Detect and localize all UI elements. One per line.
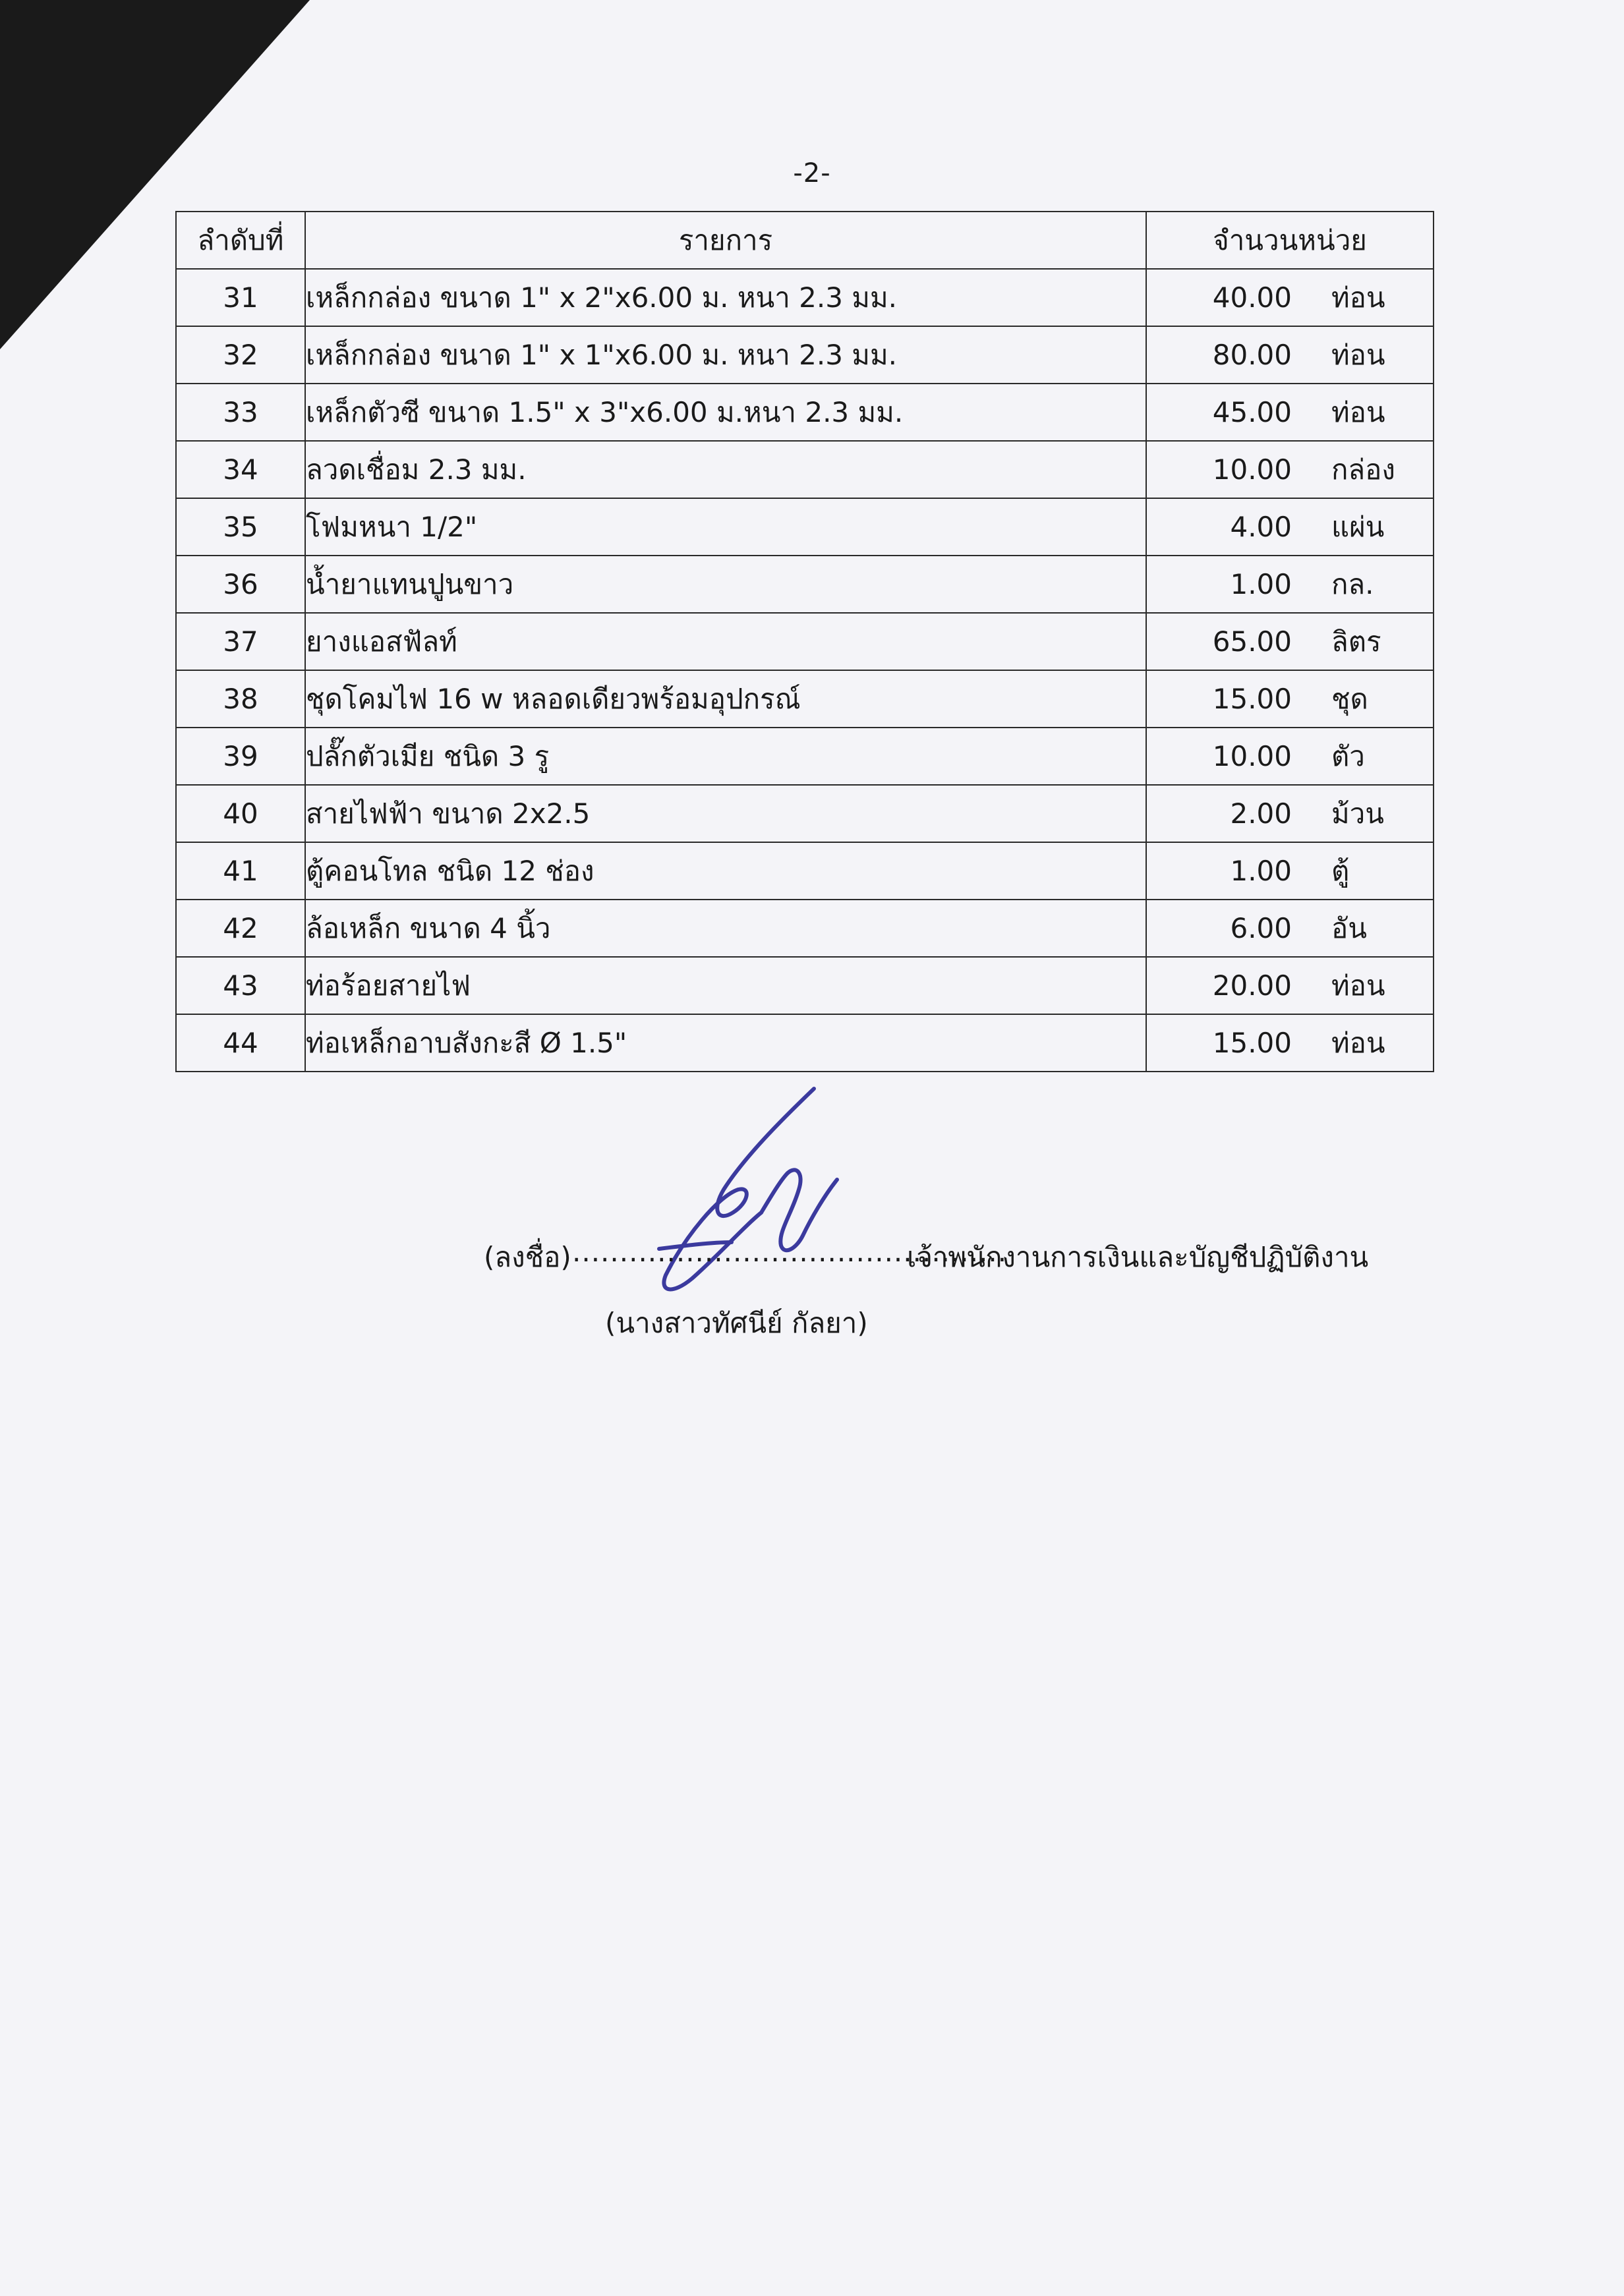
row-qty: 40.00 — [1212, 281, 1292, 314]
row-qty-cell — [1146, 957, 1434, 1014]
signer-position: เจ้าพนักงานการเงินและบัญชีปฏิบัติงาน — [907, 1241, 1369, 1273]
row-no: 44 — [176, 1014, 305, 1072]
row-unit: ชุด — [1331, 682, 1368, 715]
row-qty-cell — [1146, 556, 1434, 613]
row-item: ปลั๊กตัวเมีย ชนิด 3 รู — [305, 728, 1146, 785]
row-unit: แผ่น — [1331, 510, 1385, 543]
row-no: 37 — [176, 613, 305, 670]
row-no: 38 — [176, 670, 305, 728]
row-item: ตู้คอนโทล ชนิด 12 ช่อง — [305, 842, 1146, 900]
row-item: น้ำยาแทนปูนขาว — [305, 556, 1146, 613]
row-no: 34 — [176, 441, 305, 498]
header-item: รายการ — [305, 212, 1146, 269]
row-qty: 15.00 — [1212, 683, 1292, 715]
row-no: 36 — [176, 556, 305, 613]
table-row — [176, 613, 1434, 670]
table-row — [176, 1014, 1434, 1072]
table-row — [176, 326, 1434, 384]
row-no: 40 — [176, 785, 305, 842]
row-item: ชุดโคมไฟ 16 w หลอดเดียวพร้อมอุปกรณ์ — [305, 670, 1146, 728]
row-unit: ตู้ — [1331, 854, 1350, 887]
row-qty-cell — [1146, 728, 1434, 785]
table-row — [176, 900, 1434, 957]
row-qty: 20.00 — [1212, 969, 1292, 1002]
table-row — [176, 728, 1434, 785]
row-qty: 6.00 — [1230, 912, 1292, 944]
row-qty: 80.00 — [1212, 339, 1292, 371]
row-qty-cell — [1146, 441, 1434, 498]
handwritten-signature — [646, 1081, 870, 1305]
row-qty: 1.00 — [1230, 568, 1292, 600]
row-unit: ท่อน — [1331, 1026, 1385, 1059]
row-unit: ท่อน — [1331, 338, 1385, 371]
table-header-row — [176, 212, 1434, 269]
row-qty: 10.00 — [1212, 740, 1292, 772]
row-item: เหล็กตัวซี ขนาด 1.5" x 3"x6.00 ม.หนา 2.3 มม. — [305, 384, 1146, 441]
table-row — [176, 384, 1434, 441]
row-qty-cell — [1146, 1014, 1434, 1072]
row-qty: 4.00 — [1230, 511, 1292, 543]
signature-dots: .............................................. — [572, 1236, 1008, 1268]
row-no: 33 — [176, 384, 305, 441]
row-no: 39 — [176, 728, 305, 785]
row-qty-cell — [1146, 785, 1434, 842]
row-item: เหล็กกล่อง ขนาด 1" x 1"x6.00 ม. หนา 2.3 มม. — [305, 326, 1146, 384]
signature-prefix: (ลงชื่อ) — [484, 1241, 571, 1273]
table-row — [176, 556, 1434, 613]
row-qty: 1.00 — [1230, 855, 1292, 887]
items-table — [175, 211, 1434, 1072]
row-item: ล้อเหล็ก ขนาด 4 นิ้ว — [305, 900, 1146, 957]
row-qty: 10.00 — [1212, 453, 1292, 486]
header-qty: จำนวนหน่วย — [1146, 212, 1434, 269]
row-unit: ท่อน — [1331, 395, 1385, 428]
row-qty: 15.00 — [1212, 1027, 1292, 1059]
row-qty-cell — [1146, 269, 1434, 326]
row-qty: 45.00 — [1212, 396, 1292, 428]
row-no: 31 — [176, 269, 305, 326]
row-qty-cell — [1146, 498, 1434, 556]
header-no: ลำดับที่ — [176, 212, 305, 269]
page-number: -2- — [793, 158, 831, 188]
table-row — [176, 842, 1434, 900]
row-qty: 65.00 — [1212, 625, 1292, 658]
row-unit: กล. — [1331, 567, 1374, 600]
row-no: 32 — [176, 326, 305, 384]
row-unit: ม้วน — [1331, 797, 1384, 830]
row-qty: 2.00 — [1230, 797, 1292, 830]
row-no: 43 — [176, 957, 305, 1014]
row-unit: ท่อน — [1331, 281, 1385, 314]
row-item: สายไฟฟ้า ขนาด 2x2.5 — [305, 785, 1146, 842]
row-unit: อัน — [1331, 911, 1367, 944]
row-qty-cell — [1146, 384, 1434, 441]
row-unit: ท่อน — [1331, 969, 1385, 1002]
row-qty-cell — [1146, 900, 1434, 957]
row-qty-cell — [1146, 842, 1434, 900]
row-unit: กล่อง — [1331, 453, 1395, 486]
row-item: ท่อร้อยสายไฟ — [305, 957, 1146, 1014]
row-unit: ลิตร — [1331, 625, 1381, 658]
table-row — [176, 957, 1434, 1014]
row-qty-cell — [1146, 613, 1434, 670]
table-row — [176, 785, 1434, 842]
row-unit: ตัว — [1331, 739, 1365, 772]
row-qty-cell — [1146, 670, 1434, 728]
table-row — [176, 441, 1434, 498]
row-item: เหล็กกล่อง ขนาด 1" x 2"x6.00 ม. หนา 2.3 มม. — [305, 269, 1146, 326]
signer-name: (นางสาวทัศนีย์ กัลยา) — [605, 1307, 868, 1339]
row-item: โฟมหนา 1/2" — [305, 498, 1146, 556]
row-item: ลวดเชื่อม 2.3 มม. — [305, 441, 1146, 498]
row-item: ยางแอสฟัลท์ — [305, 613, 1146, 670]
row-item: ท่อเหล็กอาบสังกะสี Ø 1.5" — [305, 1014, 1146, 1072]
row-no: 35 — [176, 498, 305, 556]
row-qty-cell — [1146, 326, 1434, 384]
table-row — [176, 498, 1434, 556]
row-no: 42 — [176, 900, 305, 957]
table-row — [176, 269, 1434, 326]
table-row — [176, 670, 1434, 728]
row-no: 41 — [176, 842, 305, 900]
